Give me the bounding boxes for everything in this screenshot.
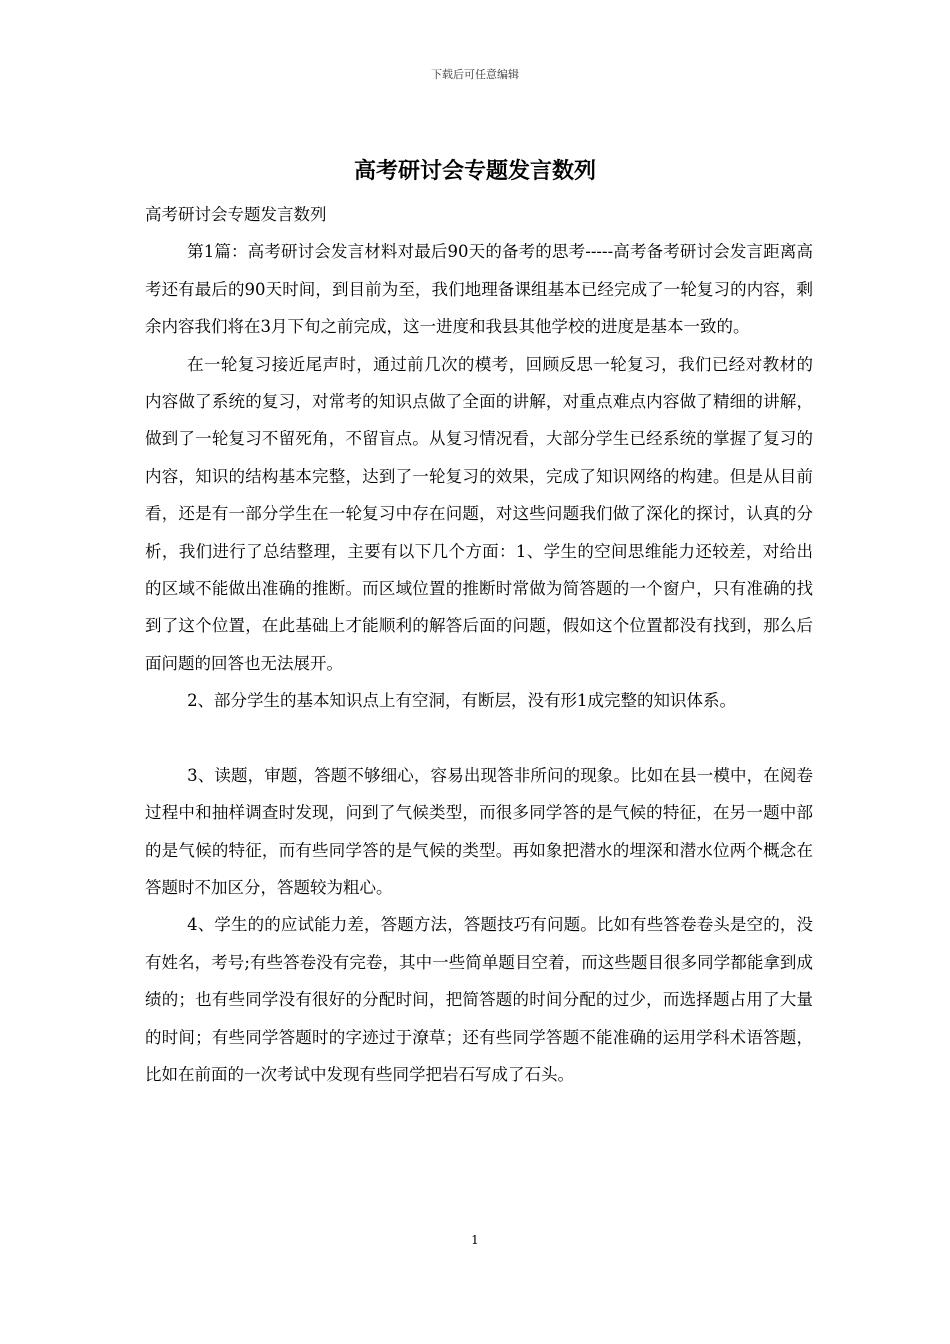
paragraph-5: 4、学生的的应试能力差，答题方法，答题技巧有问题。比如有些答卷卷头是空的，没有姓名，考号;有些答卷没有完卷，其中一些简单题目空着，而这些题目很多同学都能拿到成绩的；也有些同学没有很好的分配时间，把简答题的时间分配的过少，而选择题占用了大量的时间；有些同学答题时的字迹过于潦草；还有些同学答题不能准确的运用学科术语答题，比如在前面的一次考试中发现有些同学把岩石写成了石头。 bbox=[145, 915, 813, 1084]
document-body bbox=[145, 196, 813, 1093]
paragraph-2: 在一轮复习接近尾声时，通过前几次的模考，回顾反思一轮复习，我们已经对教材的内容做了系统的复习，对常考的知识点做了全面的讲解，对重点难点内容做了精细的讲解，做到了一轮复习不留死角，不留盲点。从复习情况看，大部分学生已经系统的掌握了复习的内容，知识的结构基本完整，达到了一轮复习的效果，完成了知识网络的构建。但是从目前看，还是有一部分学生在一轮复习中存在问题，对这些问题我们做了深化的探讨，认真的分析，我们进行了总结整理，主要有以下几个方面：1、学生的空间思维能力还较差，对给出的区域不能做出准确的推断。而区域位置的推断时常做为简答题的一个窗户，只有准确的找到了这个位置，在此基础上才能顺利的解答后面的问题，假如这个位置都没有找到，那么后面问题的回答也无法展开。 bbox=[145, 354, 813, 673]
document-title: 高考研讨会专题发言数列 bbox=[353, 158, 596, 184]
paragraph-1: 第1篇：高考研讨会发言材料对最后90天的备考的思考-----高考备考研讨会发言距离高考还有最后的90天时间，到目前为至，我们地理备课组基本已经完成了一轮复习的内容，剩余内容我们将在3月下旬之前完成，这一进度和我县其他学校的进度是基本一致的。 bbox=[145, 242, 813, 337]
header-note: 下载后可任意编辑 bbox=[431, 68, 519, 81]
paragraph-3: 2、部分学生的基本知识点上有空洞，有断层，没有形1成完整的知识体系。 bbox=[187, 691, 737, 711]
page-number: 1 bbox=[471, 1233, 479, 1247]
paragraph-4: 3、读题，审题，答题不够细心，容易出现答非所问的现象。比如在县一模中，在阅卷过程中和抽样调查时发现，问到了气候类型，而很多同学答的是气候的特征，在另一题中部的是气候的特征，而有些同学答的是气候的类型。再如象把潜水的埋深和潜水位两个概念在答题时不加区分，答题较为粗心。 bbox=[145, 765, 813, 897]
document-subtitle: 高考研讨会专题发言数列 bbox=[145, 205, 327, 224]
